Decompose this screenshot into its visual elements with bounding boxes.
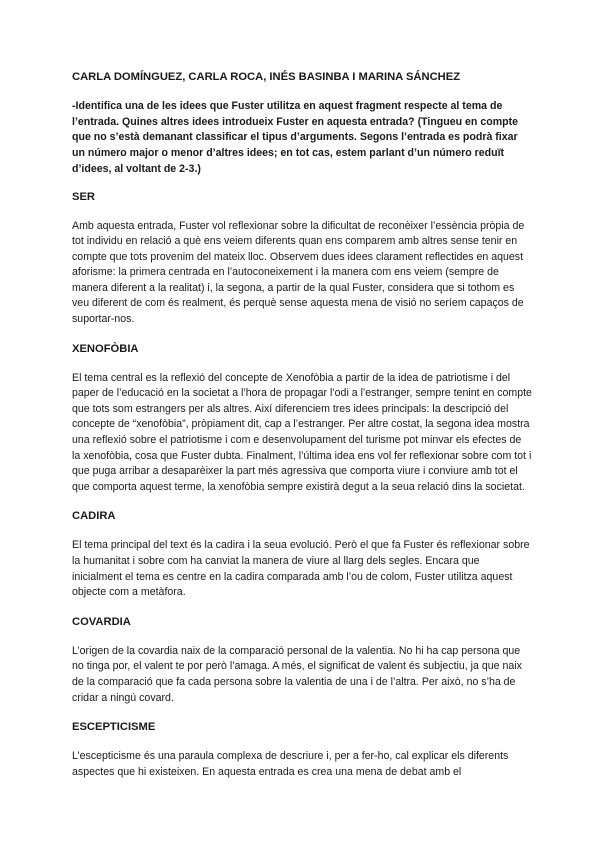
assignment-prompt: -Identifica una de les idees que Fuster utilitza en aquest fragment respecte al tema de l’entrada. Quines altres idees introdueix Fuster en aquesta entrada? (Tingueu en compte que no s’està demanant classificar el tipus d’arguments. Segons l’entrada es podrà fixar un número major o menor d’altres idees; en tot cas, estem parlant d’un número reduït d’idees, al voltant de 2-3.) [72,100,519,175]
section-heading: XENOFÒBIA [72,342,139,355]
document-page [72,70,532,794]
section-heading: SER [72,190,96,203]
section-cadira [72,509,532,600]
section-covardia [72,615,532,706]
section-escepticisme [72,720,532,780]
section-body: Amb aquesta entrada, Fuster vol reflexionar sobre la dificultat de reconèixer l’essència pròpia de tot individu en relació a què ens veiem diferents quan ens comparem amb altres sense tenir en compte que tots provenim del mateix lloc. Observem dues idees clarament reflectides en aquest aforisme: la primera centrada en l’autoconeixement i la manera com ens veiem (sempre de manera diferent a la realitat) i, la segona, a partir de la qual Fuster, considera que si tothom es veu diferent de com és realment, és perquè sense aquesta mena de visió no seríem capaços de suportar-nos. [72,219,525,326]
section-body: L’escepticisme és una paraula complexa de descriure i, per a fer-ho, cal explicar els diferents aspectes que hi existeixen. En aquesta entrada es crea una mena de debat amb el [72,750,509,778]
section-heading: ESCEPTICISME [72,721,156,734]
section-body: El tema principal del text és la cadira i la seua evolució. Però el que fa Fuster és reflexionar sobre la humanitat i sobre com ha canviat la manera de viure al llarg dels segles. Encara que inicialment el tema es centre en la cadira comparada amb l’ou de colom, Fuster utilitza aquest objecte com a metàfora. [72,539,530,599]
section-heading: CADIRA [72,510,116,523]
section-xenofobia [72,342,532,496]
section-heading: COVARDIA [72,615,131,628]
section-body: El tema central es la reflexió del concepte de Xenofòbia a partir de la idea de patriotisme i del paper de l’educació en la societat a l’hora de propagar l’odi a l’estranger, sempre tenint en compte que tots som estrangers per als altres. Així diferenciem tres idees principals: la descripció del concepte de “xenofòbia”, pròpiament dit, cap a l’estranger. Per altre costat, la segona idea mostra una reflexió sobre el patriotisme i com e desenvolupament del turisme pot minvar els efectes de la xenofòbia, cosa que Fuster dubta. Finalment, l’última idea ens vol fer reflexionar sobre com tot i que puga arribar a desaparèixer la part més agressiva que comporta viure i conviure amb tot el que comporta aquest terme, la xenofòbia sempre existirà degut a la seua relació dins la societat. [72,371,532,493]
section-ser [72,190,532,328]
authors-line: CARLA DOMÍNGUEZ, CARLA ROCA, INÉS BASINBA I MARINA SÁNCHEZ [72,71,461,83]
section-body: L’origen de la covardia naix de la comparació personal de la valentia. No hi ha cap persona que no tinga por, el valent te por però l’amaga. A més, el significat de valent és subjectiu, ja que naix de la comparació que fa cada persona sobre la valentia de una i de l’altra. Per això, no s’ha de cridar a ningú covard. [72,644,522,704]
